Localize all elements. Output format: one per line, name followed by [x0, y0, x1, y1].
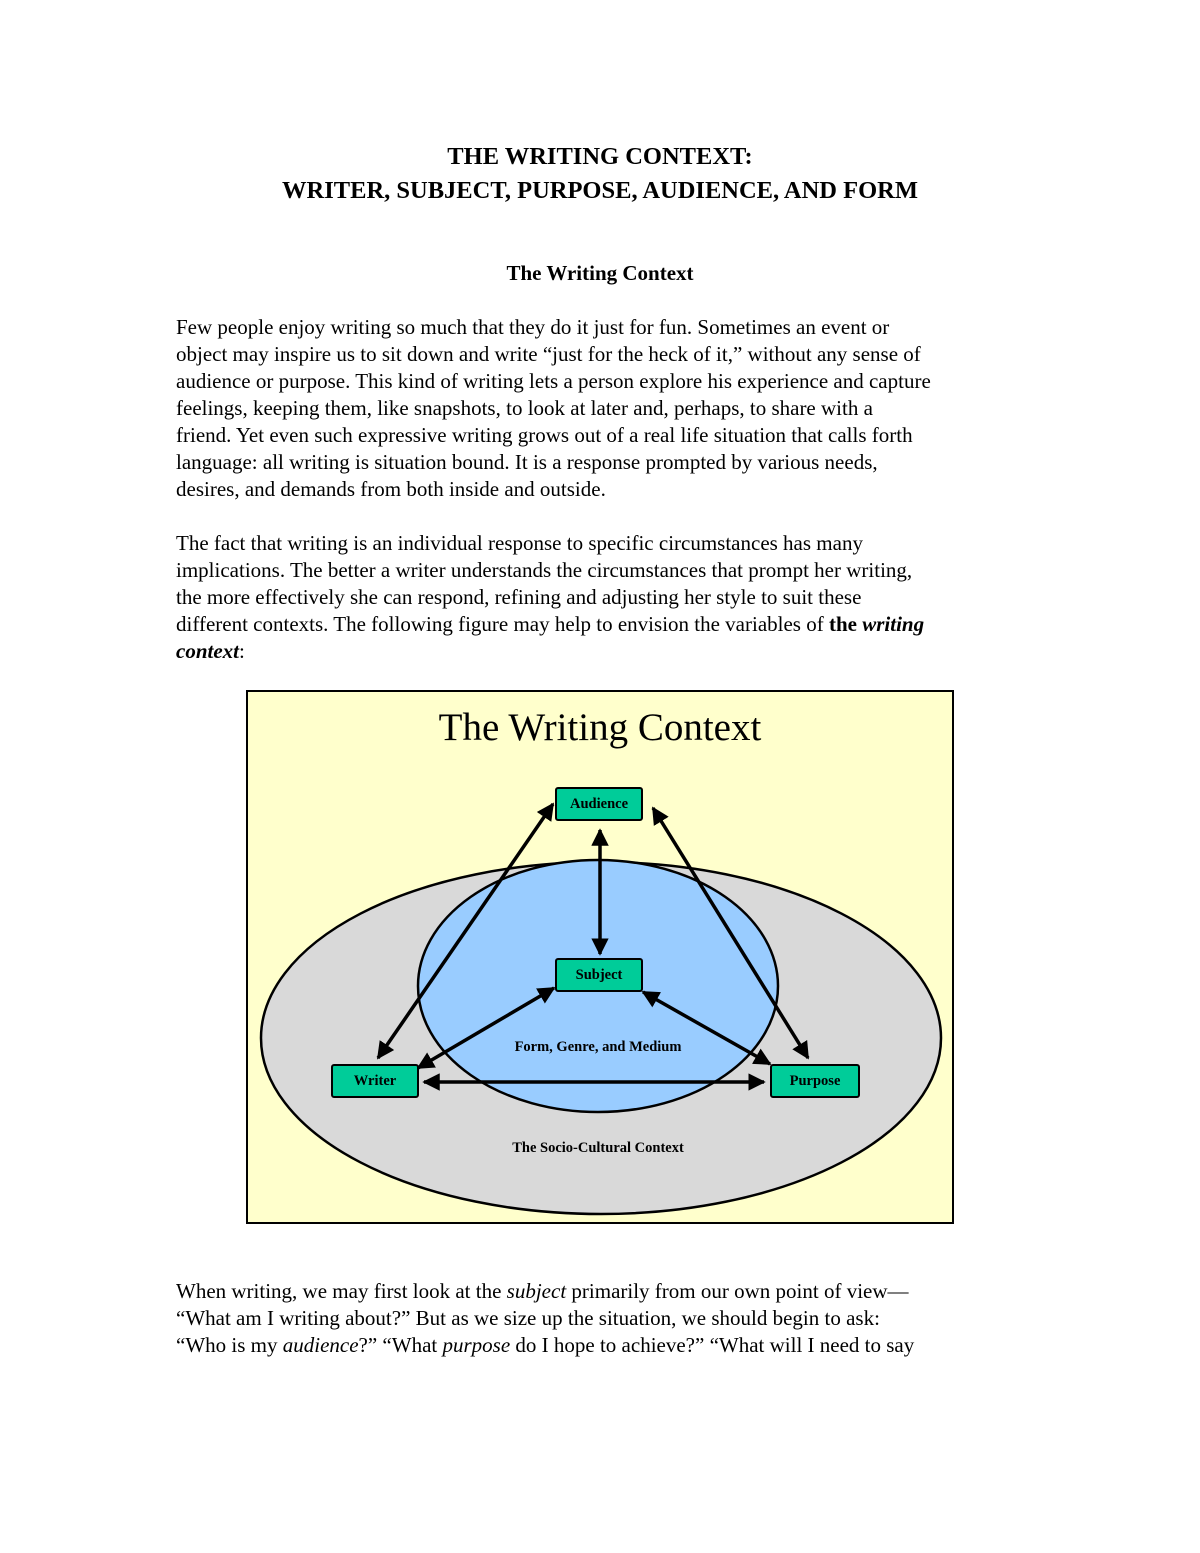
outer-ring-label: The Socio-Cultural Context: [512, 1140, 684, 1156]
italic-run: purpose: [442, 1333, 511, 1357]
title-line-2: WRITER, SUBJECT, PURPOSE, AUDIENCE, AND FORM: [282, 177, 918, 204]
inner-ring-label: Form, Genre, and Medium: [514, 1039, 682, 1055]
diagram-title: The Writing Context: [438, 706, 762, 749]
text-run: primarily from our own point of view—: [566, 1279, 909, 1303]
paragraph-line: desires, and demands from both inside and outside.: [176, 477, 606, 501]
paragraph-2: [176, 530, 1036, 665]
node-purpose: Purpose: [770, 1064, 860, 1098]
paragraph-line: Few people enjoy writing so much that they do it just for fun. Sometimes an event or: [176, 315, 890, 339]
paragraph-line: [176, 611, 1036, 638]
paragraph-line: [176, 1278, 1036, 1305]
text-run: different contexts. The following figure may help to envision the variables of: [176, 612, 829, 636]
paragraph-line: audience or purpose. This kind of writing lets a person explore his experience and capture: [176, 369, 931, 393]
node-writer: Writer: [331, 1064, 419, 1098]
paragraph-line: object may inspire us to sit down and write “just for the heck of it,” without any sense of: [176, 342, 921, 366]
text-run: :: [239, 639, 245, 663]
bold-italic-run: writing: [862, 612, 925, 636]
paragraph-line: The fact that writing is an individual response to specific circumstances has many: [176, 531, 863, 555]
node-subject: Subject: [555, 958, 643, 992]
italic-run: subject: [506, 1279, 567, 1303]
text-run: do I hope to achieve?” “What will I need to say: [510, 1333, 915, 1357]
paragraph-1: [176, 314, 1036, 503]
section-heading: The Writing Context: [506, 261, 694, 285]
paragraph-line: implications. The better a writer understands the circumstances that prompt her writing,: [176, 558, 913, 582]
text-run: ?” “What: [358, 1333, 443, 1357]
text-run: When writing, we may first look at the: [176, 1279, 507, 1303]
bold-run: the: [828, 612, 863, 636]
paragraph-3: [176, 1278, 1036, 1359]
node-audience: Audience: [555, 787, 643, 821]
text-run: “Who is my: [176, 1333, 283, 1357]
paragraph-line: friend. Yet even such expressive writing grows out of a real life situation that calls forth: [176, 423, 913, 447]
paragraph-line: the more effectively she can respond, refining and adjusting her style to suit these: [176, 585, 862, 609]
paragraph-line: language: all writing is situation bound. It is a response prompted by various needs,: [176, 450, 878, 474]
bold-italic-run: context: [176, 639, 239, 663]
paragraph-line: feelings, keeping them, like snapshots, to look at later and, perhaps, to share with a: [176, 396, 873, 420]
paragraph-line: [176, 638, 1036, 665]
title-line-1: THE WRITING CONTEXT:: [447, 143, 753, 170]
writing-context-diagram: [246, 690, 954, 1224]
page-title: [0, 140, 1200, 208]
paragraph-line: “What am I writing about?” But as we size up the situation, we should begin to ask:: [176, 1306, 880, 1330]
paragraph-line: [176, 1332, 1036, 1359]
italic-run: audience: [282, 1333, 359, 1357]
